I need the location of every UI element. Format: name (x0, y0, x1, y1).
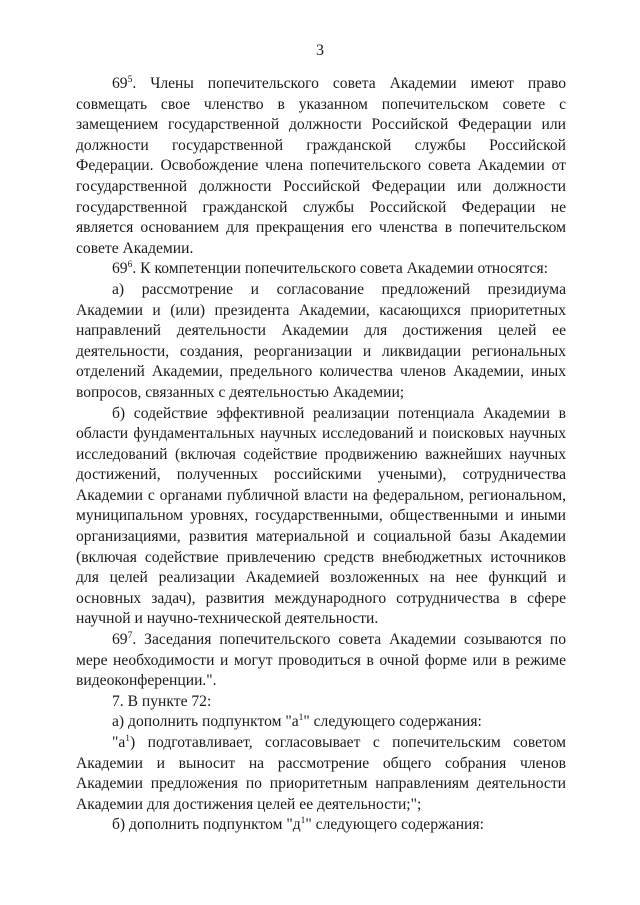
subparagraph-b: б) содействие эффективной реализации потенциала Академии в области фундаментальных научных исследований и поисковых научных исследований (включая содействие продвижению важнейших научных достижений, полученных российскими учеными), сотрудничества Академии с органами публичной власти на федеральном, региональном, муниципальном уровнях, государственными, общественными и иными организациями, развития материальной и социальной базы Академии (включая содействие привлечению средств внебюджетных источников для целей реализации Академией возложенных на нее функций и основных задач), развития международного сотрудничества в сфере научной и научно-технической деятельности. (76, 404, 566, 628)
subparagraph-a1: "$а^1$) подготавливает, согласовывает с попечительским советом Академии и выносит на рассмотрение общего собрания членов Академии предложения по приоритетным направлениям деятельности Академии для достижения целей ее деятельности;"; (76, 734, 566, 813)
document-body (76, 74, 566, 836)
paragraph-69-6: $69^6$. К компетенции попечительского совета Академии относятся: (112, 260, 548, 278)
amendment-b: б) дополнить подпунктом "$д^1$" следующего содержания: (112, 816, 484, 834)
page-number: 3 (316, 42, 324, 59)
paragraph-69-5: $69^5$. Члены попечительского совета Академии имеют право совмещать свое членство в указанном попечительском совете с замещением государственной должности Российской Федерации или должности государственной гражданской службы Российской Федерации. Освобождение члена попечительского совета Академии от государственной должности Российской Федерации или должности государственной гражданской службы Российской Федерации не является основанием для прекращения его членства в попечительском совете Академии. (76, 75, 566, 257)
item-7: 7. В пункте 72: (112, 692, 212, 710)
paragraph-69-7: $69^7$. Заседания попечительского совета Академии созываются по мере необходимости и могут проводиться в очной форме или в режиме видеоконференции.". (76, 631, 566, 690)
subparagraph-a: а) рассмотрение и согласование предложений президиума Академии и (или) президента Академии, касающихся приоритетных направлений деятельности Академии для достижения целей ее деятельности, создания, реорганизации и ликвидации региональных отделений Академии, предельного количества членов Академии, иных вопросов, связанных с деятельностью Академии; (76, 280, 566, 401)
amendment-a: а) дополнить подпунктом "$а^1$" следующего содержания: (112, 713, 482, 731)
